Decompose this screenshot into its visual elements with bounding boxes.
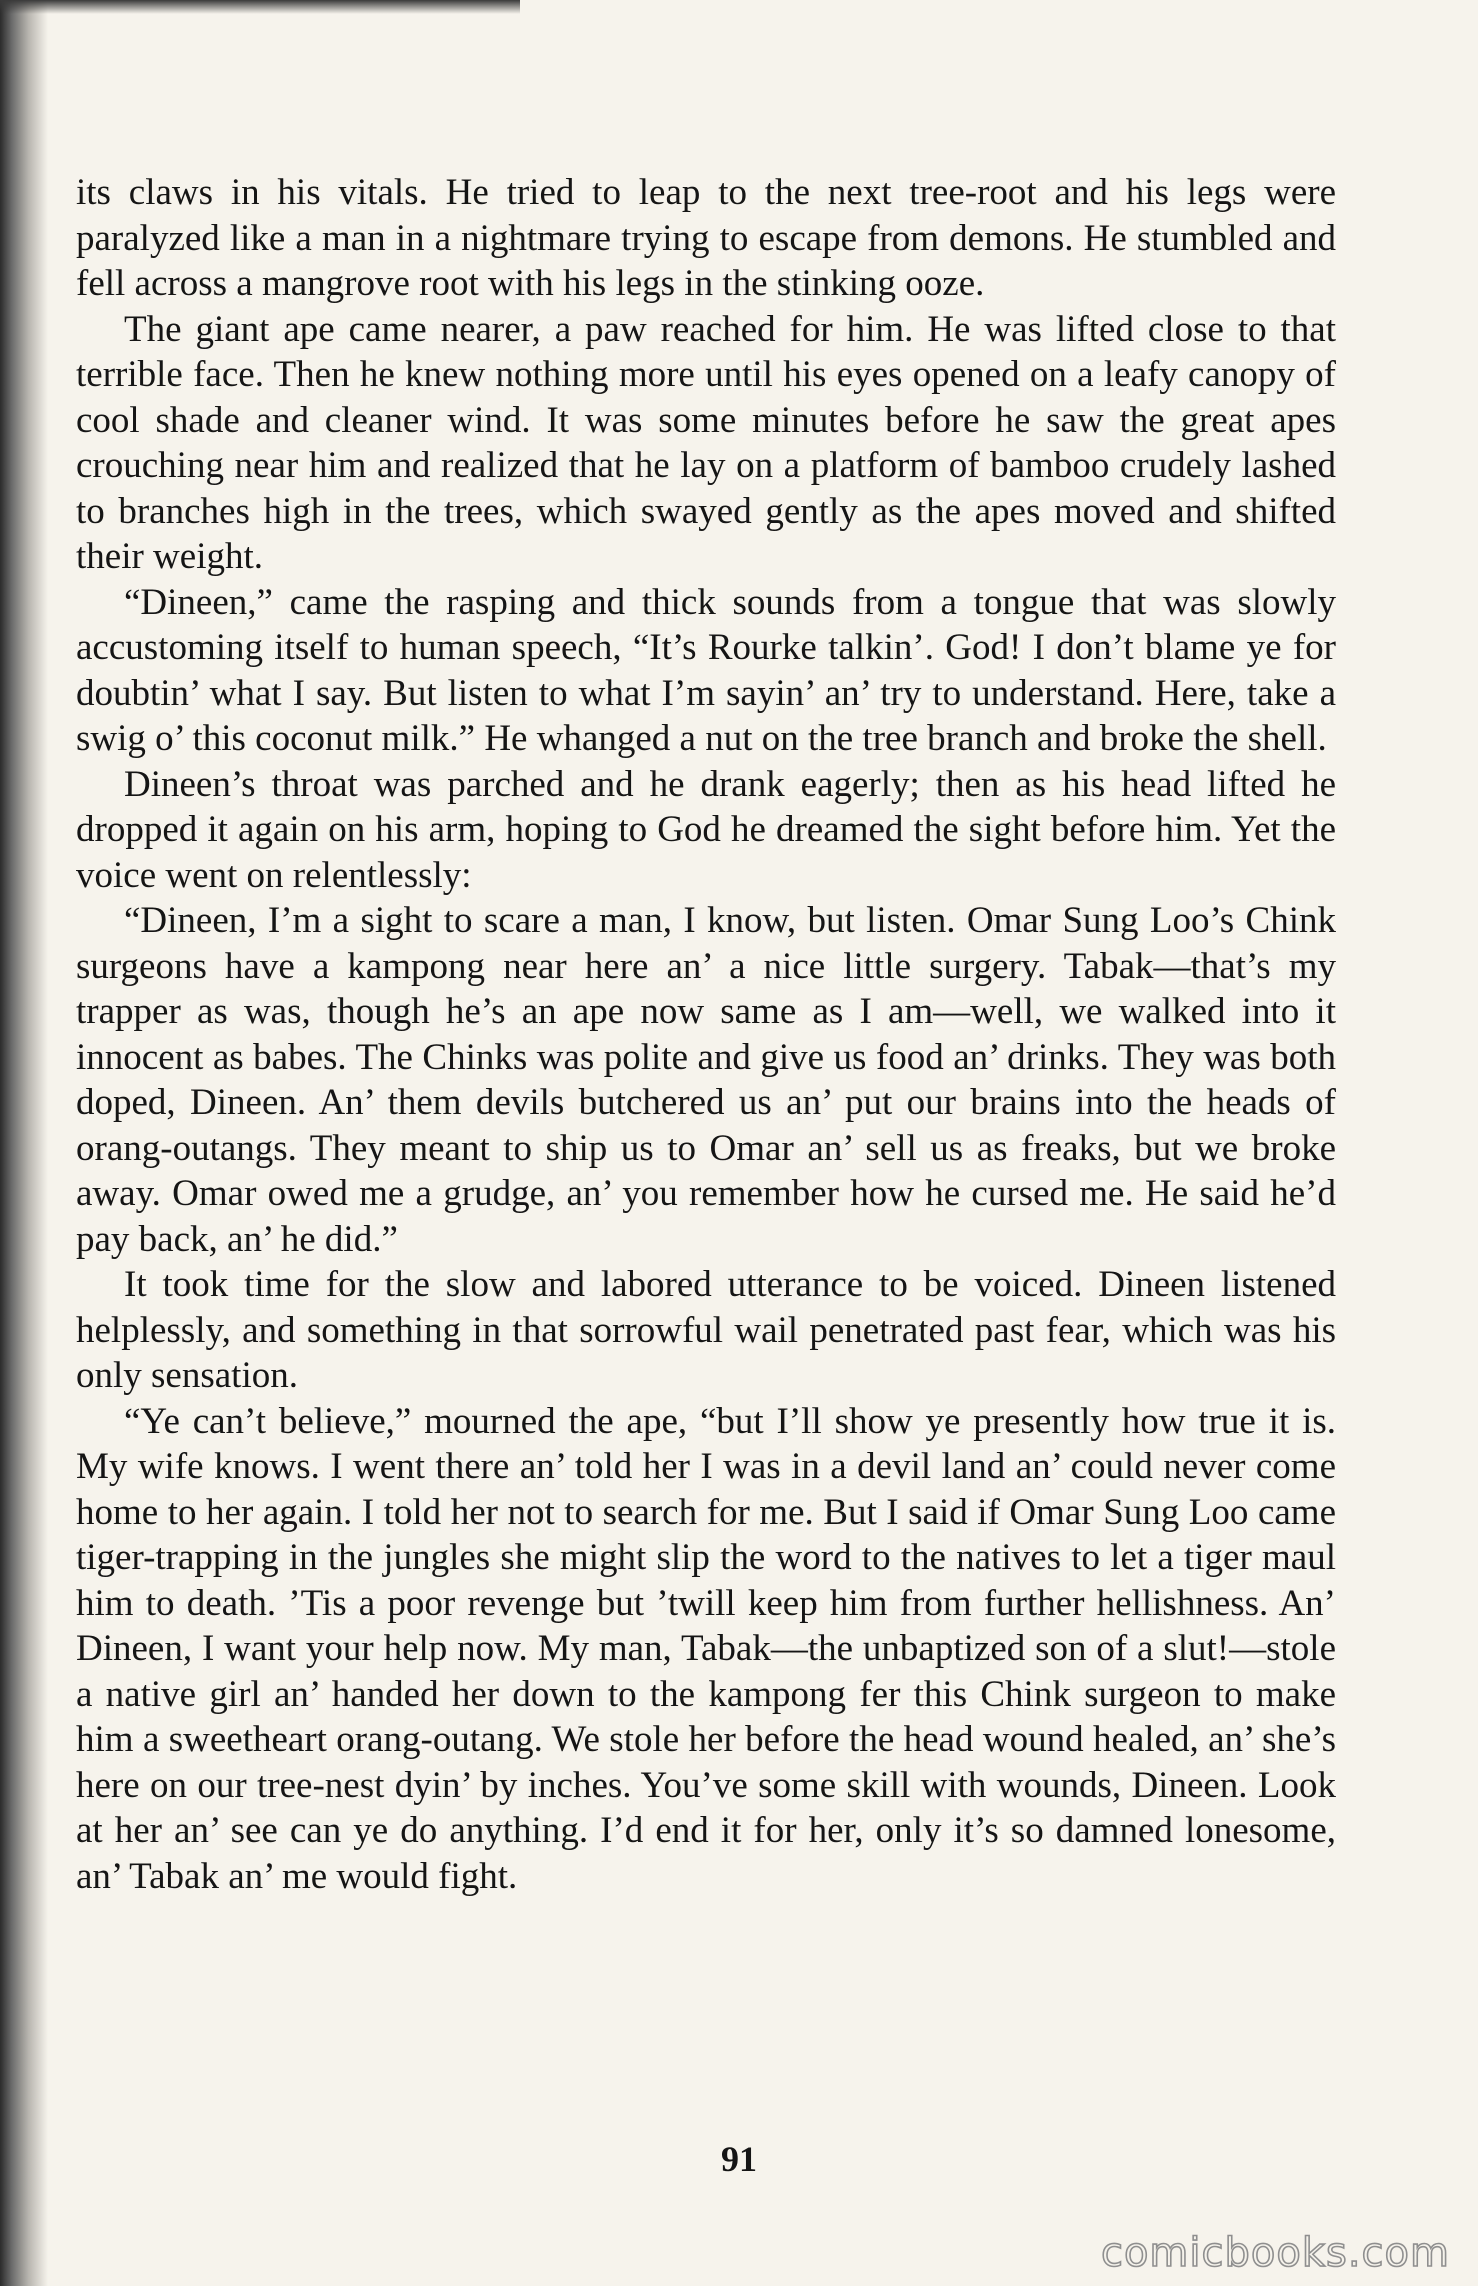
paragraph: “Dineen, I’m a sight to scare a man, I know, but listen. Omar Sung Loo’s Chink surgeons have a kampong near here an’ a nice little surgery. Tabak—that’s my trapper as was, though he’s an ape now same as I am—well, we walked into it innocent as babes. The Chinks was polite and give us food an’ drinks. They was both doped, Dineen. An’ them devils butchered us an’ put our brains into the heads of orang-outangs. They meant to ship us to Omar an’ sell us as freaks, but we broke away. Omar owed me a grudge, an’ you remember how he cursed me. He said he’d pay back, an’ he did.” <box>76 900 1336 1260</box>
paragraph: “Dineen,” came the rasping and thick sounds from a tongue that was slowly accustoming itself to human speech, “It’s Rourke talkin’. God! I don’t blame ye for doubtin’ what I say. But listen to what I’m sayin’ an’ try to understand. Here, take a swig o’ this coconut milk.” He whanged a nut on the tree branch and broke the shell. <box>76 581 1336 759</box>
page-number: 91 <box>721 2139 757 2179</box>
body-text <box>76 170 1336 1899</box>
top-edge-shadow <box>0 0 520 14</box>
paragraph: It took time for the slow and labored utterance to be voiced. Dineen listened helplessly, and something in that sorrowful wail penetrated past fear, which was his only sensation. <box>76 1264 1336 1396</box>
paragraph: its claws in his vitals. He tried to leap to the next tree-root and his legs were paralyzed like a man in a nightmare trying to escape from demons. He stumbled and fell across a mangrove root with his legs in the stinking ooze. <box>76 172 1336 304</box>
paragraph: Dineen’s throat was parched and he drank eagerly; then as his head lifted he dropped it again on his arm, hoping to God he dreamed the sight before him. Yet the voice went on relentlessly: <box>76 763 1336 896</box>
paragraph: “Ye can’t believe,” mourned the ape, “but I’ll show ye presently how true it is. My wife knows. I went there an’ told her I was in a devil land an’ could never come home to her again. I told her not to search for me. But I said if Omar Sung Loo came tiger-trapping in the jungles she might slip the word to the natives to let a tiger maul him to death. ’Tis a poor revenge but ’twill keep him from further hellishness. An’ Dineen, I want your help now. My man, Tabak—the unbaptized son of a slut!—stole a native girl an’ handed her down to the kampong fer this Chink surgeon to make him a sweetheart orang-outang. We stole her before the head wound healed, an’ she’s here on our tree-nest dyin’ by inches. You’ve some skill with wounds, Dineen. Look at her an’ see can ye do anything. I’d end it for her, only it’s so damned lonesome, an’ Tabak an’ me would fight. <box>76 1400 1336 1897</box>
binding-shadow <box>0 0 48 2286</box>
watermark: comicbooks.com <box>1100 2230 1450 2276</box>
paragraph: The giant ape came nearer, a paw reached for him. He was lifted close to that terrible face. Then he knew nothing more until his eyes opened on a leafy canopy of cool shade and cleaner wind. It was some minutes before he saw the great apes crouching near him and realized that he lay on a platform of bamboo crudely lashed to branches high in the trees, which swayed gently as the apes moved and shifted their weight. <box>76 308 1336 577</box>
